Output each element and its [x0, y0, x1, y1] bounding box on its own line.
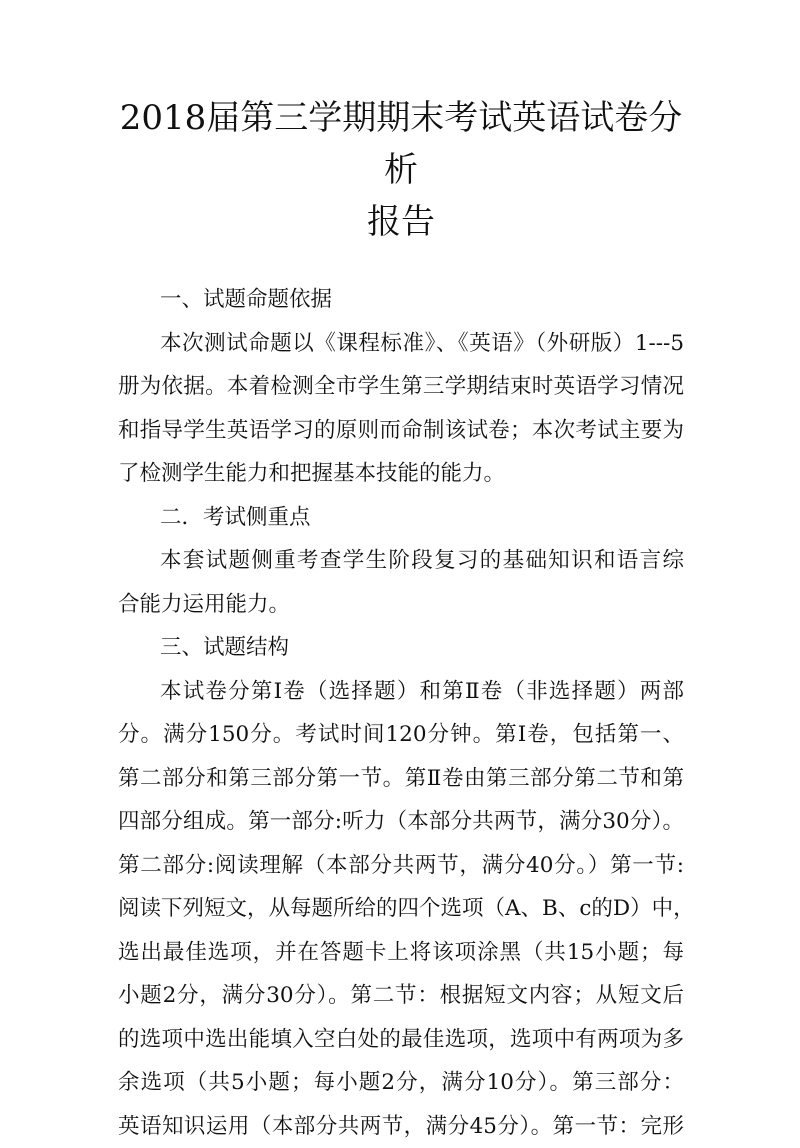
section-heading: 二．考试侧重点 [118, 496, 684, 540]
paragraph-line: 第二部分和第三部分第一节。第Ⅱ卷由第三部分第二节和第 [118, 757, 684, 801]
paragraph-line: 选出最佳选项，并在答题卡上将该项涂黑（共15小题；每 [118, 931, 684, 975]
paragraph-line: 了检测学生能力和把握基本技能的能力。 [118, 452, 684, 496]
paragraph-line: 阅读下列短文，从每题所给的四个选项（A、B、c的D）中， [118, 887, 684, 931]
paragraph-line: 本试卷分第Ⅰ卷（选择题）和第Ⅱ卷（非选择题）两部 [118, 670, 684, 714]
section-heading: 一、试题命题依据 [118, 278, 684, 322]
document-page [118, 92, 684, 1148]
title-line-1: 2018届第三学期期末考试英语试卷分析 [118, 92, 684, 196]
section-heading: 三、试题结构 [118, 626, 684, 670]
paragraph-line: 第二部分:阅读理解（本部分共两节，满分40分。）第一节: [118, 844, 684, 888]
section-basis [118, 278, 684, 496]
paragraph-line: 英语知识运用（本部分共两节，满分45分）。第一节：完形 [118, 1105, 684, 1148]
paragraph-line: 分。满分150分。考试时间120分钟。第Ⅰ卷，包括第一、 [118, 713, 684, 757]
paragraph-line: 册为依据。本着检测全市学生第三学期结束时英语学习情况 [118, 365, 684, 409]
title-line-2: 报告 [118, 196, 684, 248]
paragraph-line: 余选项（共5小题；每小题2分，满分10分）。第三部分： [118, 1061, 684, 1105]
section-structure [118, 626, 684, 1148]
paragraph-line: 小题2分，满分30分）。第二节：根据短文内容；从短文后 [118, 974, 684, 1018]
document-title [118, 92, 684, 248]
paragraph-line: 本次测试命题以《课程标准》、《英语》（外研版）1---5 [118, 322, 684, 366]
paragraph-line: 本套试题侧重考查学生阶段复习的基础知识和语言综 [118, 539, 684, 583]
section-focus [118, 496, 684, 627]
paragraph-line: 合能力运用能力。 [118, 583, 684, 627]
paragraph-line: 四部分组成。第一部分:听力（本部分共两节，满分30分）。 [118, 800, 684, 844]
paragraph-line: 和指导学生英语学习的原则而命制该试卷；本次考试主要为 [118, 409, 684, 453]
paragraph-line: 的选项中选出能填入空白处的最佳选项，选项中有两项为多 [118, 1018, 684, 1062]
